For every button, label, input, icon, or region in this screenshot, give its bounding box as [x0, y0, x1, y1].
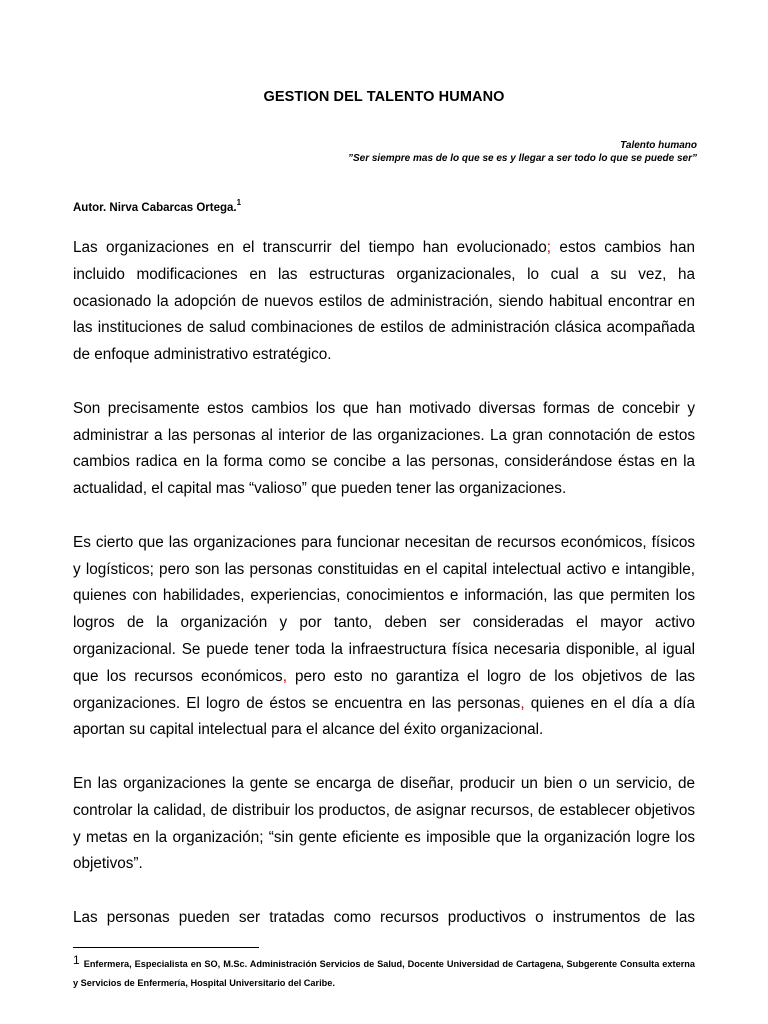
author-footnote-ref: 1	[236, 198, 242, 207]
body-text	[73, 235, 695, 959]
paragraph-3-text-b: pero esto no garantiza el logro de los objetivos de las organizaciones. El logro de éstos se encuentra en las personas	[73, 667, 696, 712]
author-line	[73, 199, 241, 214]
footnote	[73, 954, 695, 993]
author-separator: .	[103, 201, 110, 214]
epigraph-quote: ”Ser siempre mas de lo que se es y llegar a ser todo lo que se puede ser”	[347, 152, 697, 164]
paragraph-3	[73, 530, 695, 744]
paragraph-3-text-a: Es cierto que las organizaciones para funcionar necesitan de recursos económicos, físicos y logísticos; pero son las personas constituidas en el capital intelectual activo e intangible, quienes con habilidades, experiencias, conocimientos e información, las que permiten los logros de la organización y por tanto, deben ser consideradas el mayor activo organizacional. Se puede tener toda la infraestructura física necesaria disponible, al igual que los recursos económicos	[73, 533, 695, 685]
author-label: Autor	[73, 201, 104, 214]
paragraph-1-text-b: estos cambios han incluido modificaciones en las estructuras organizacionales, lo cual a su vez, ha ocasionado la adopción de nuevos estilos de administración, siendo habitual encontrar en las instituciones de salud combinaciones de estilos de administración clásica acompañada de enfoque administrativo estratégico.	[73, 239, 695, 364]
footnote-mark: 1	[73, 953, 80, 967]
paragraph-1-highlight-semicolon: ;	[546, 239, 552, 256]
footnote-text: Enfermera, Especialista en SO, M.Sc. Administración Servicios de Salud, Docente Universidad de Cartagena, Subgerente Consulta externa y Servicios de Enfermería, Hospital Universitario del Caribe.	[73, 959, 695, 988]
footnote-separator	[73, 947, 259, 948]
epigraph-heading: Talento humano	[620, 140, 697, 151]
paragraph-4: En las organizaciones la gente se encarga de diseñar, producir un bien o un servicio, de controlar la calidad, de distribuir los productos, de asignar recursos, de establecer objetivos y metas en la organización; “sin gente eficiente es imposible que la organización logre los objetivos”.	[73, 774, 695, 873]
paragraph-1	[73, 235, 695, 369]
paragraph-1-text-a: Las organizaciones en el transcurrir del tiempo han evolucionado	[73, 239, 547, 256]
paragraph-2: Son precisamente estos cambios los que han motivado diversas formas de concebir y administrar a las personas al interior de las organizaciones. La gran connotación de estos cambios radica en la forma como se concibe a las personas, considerándose éstas en la actualidad, el capital mas “valioso” que pueden tener las organizaciones.	[73, 399, 695, 498]
paragraph-5: Las personas pueden ser tratadas como recursos productivos o instrumentos de las	[73, 908, 695, 926]
paragraph-3-highlight-comma-1: ,	[282, 667, 287, 685]
paragraph-3-text-c: quienes en el día a día aportan su capital intelectual para el alcance del éxito organizacional.	[73, 694, 696, 739]
document-title: GESTION DEL TALENTO HUMANO	[263, 89, 505, 105]
epigraph	[57, 140, 697, 165]
author-name: Nirva Cabarcas Ortega.	[109, 201, 237, 214]
paragraph-3-highlight-comma-2: ,	[520, 694, 525, 712]
